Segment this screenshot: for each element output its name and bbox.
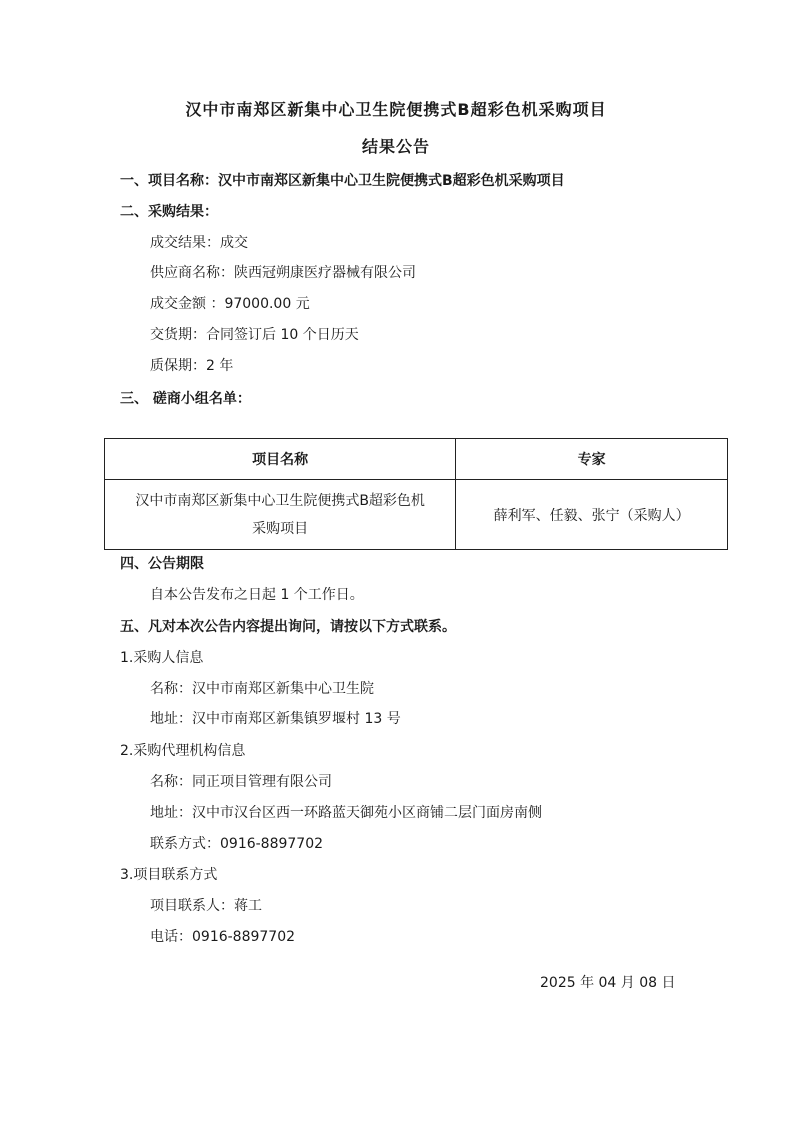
project-contact-heading: 3.项目联系方式: [120, 867, 218, 883]
result-supplier: 供应商名称：陕西冠朔康医疗器械有限公司: [150, 265, 416, 281]
result-warranty: 质保期：2 年: [150, 358, 234, 374]
table-cell-project: [105, 480, 456, 550]
purchaser-heading: 1.采购人信息: [120, 650, 204, 666]
result-amount: 成交金额 ：97000.00 元: [150, 296, 310, 312]
document-title: 汉中市南郑区新集中心卫生院便携式B超彩色机采购项目: [185, 100, 607, 119]
section-purchase-result-heading: 二、采购结果：: [120, 204, 218, 220]
table-header-row: [105, 439, 728, 480]
table-header-project: 项目名称: [105, 439, 456, 480]
agency-contact: 联系方式：0916-8897702: [150, 836, 324, 852]
agency-address: 地址：汉中市汉台区西一环路蓝天御苑小区商铺二层门面房南侧: [150, 805, 542, 821]
section-period-heading: 四、公告期限: [120, 556, 204, 572]
purchaser-address: 地址：汉中市南郑区新集镇罗堰村 13 号: [150, 711, 401, 727]
result-delivery: 交货期：合同签订后 10 个日历天: [150, 327, 359, 343]
agency-heading: 2.采购代理机构信息: [120, 743, 246, 759]
project-contact-person: 项目联系人：蒋工: [150, 898, 262, 914]
table-cell-experts: 薛利军、任毅、张宁（采购人）: [456, 480, 728, 550]
agency-name: 名称：同正项目管理有限公司: [150, 774, 332, 790]
table-cell-project-line1: 汉中市南郑区新集中心卫生院便携式B超彩色机: [135, 492, 425, 509]
project-contact-phone: 电话：0916-8897702: [150, 929, 296, 945]
document-subtitle: 结果公告: [361, 137, 430, 156]
purchaser-name: 名称：汉中市南郑区新集中心卫生院: [150, 681, 374, 697]
section-project-name: 一、项目名称：汉中市南郑区新集中心卫生院便携式B超彩色机采购项目: [120, 173, 565, 189]
result-deal: 成交结果：成交: [150, 235, 248, 251]
section-contact-heading: 五、凡对本次公告内容提出询问，请按以下方式联系。: [120, 619, 456, 635]
table-cell-project-line2: 采购项目: [252, 520, 309, 537]
period-text: 自本公告发布之日起 1 个工作日。: [150, 587, 364, 603]
table-row: [105, 480, 728, 550]
section-panel-heading: 三、 磋商小组名单：: [120, 391, 251, 407]
announcement-date: 2025 年 04 月 08 日: [540, 975, 676, 991]
table-header-experts: 专家: [456, 439, 728, 480]
panel-table: [104, 438, 728, 550]
